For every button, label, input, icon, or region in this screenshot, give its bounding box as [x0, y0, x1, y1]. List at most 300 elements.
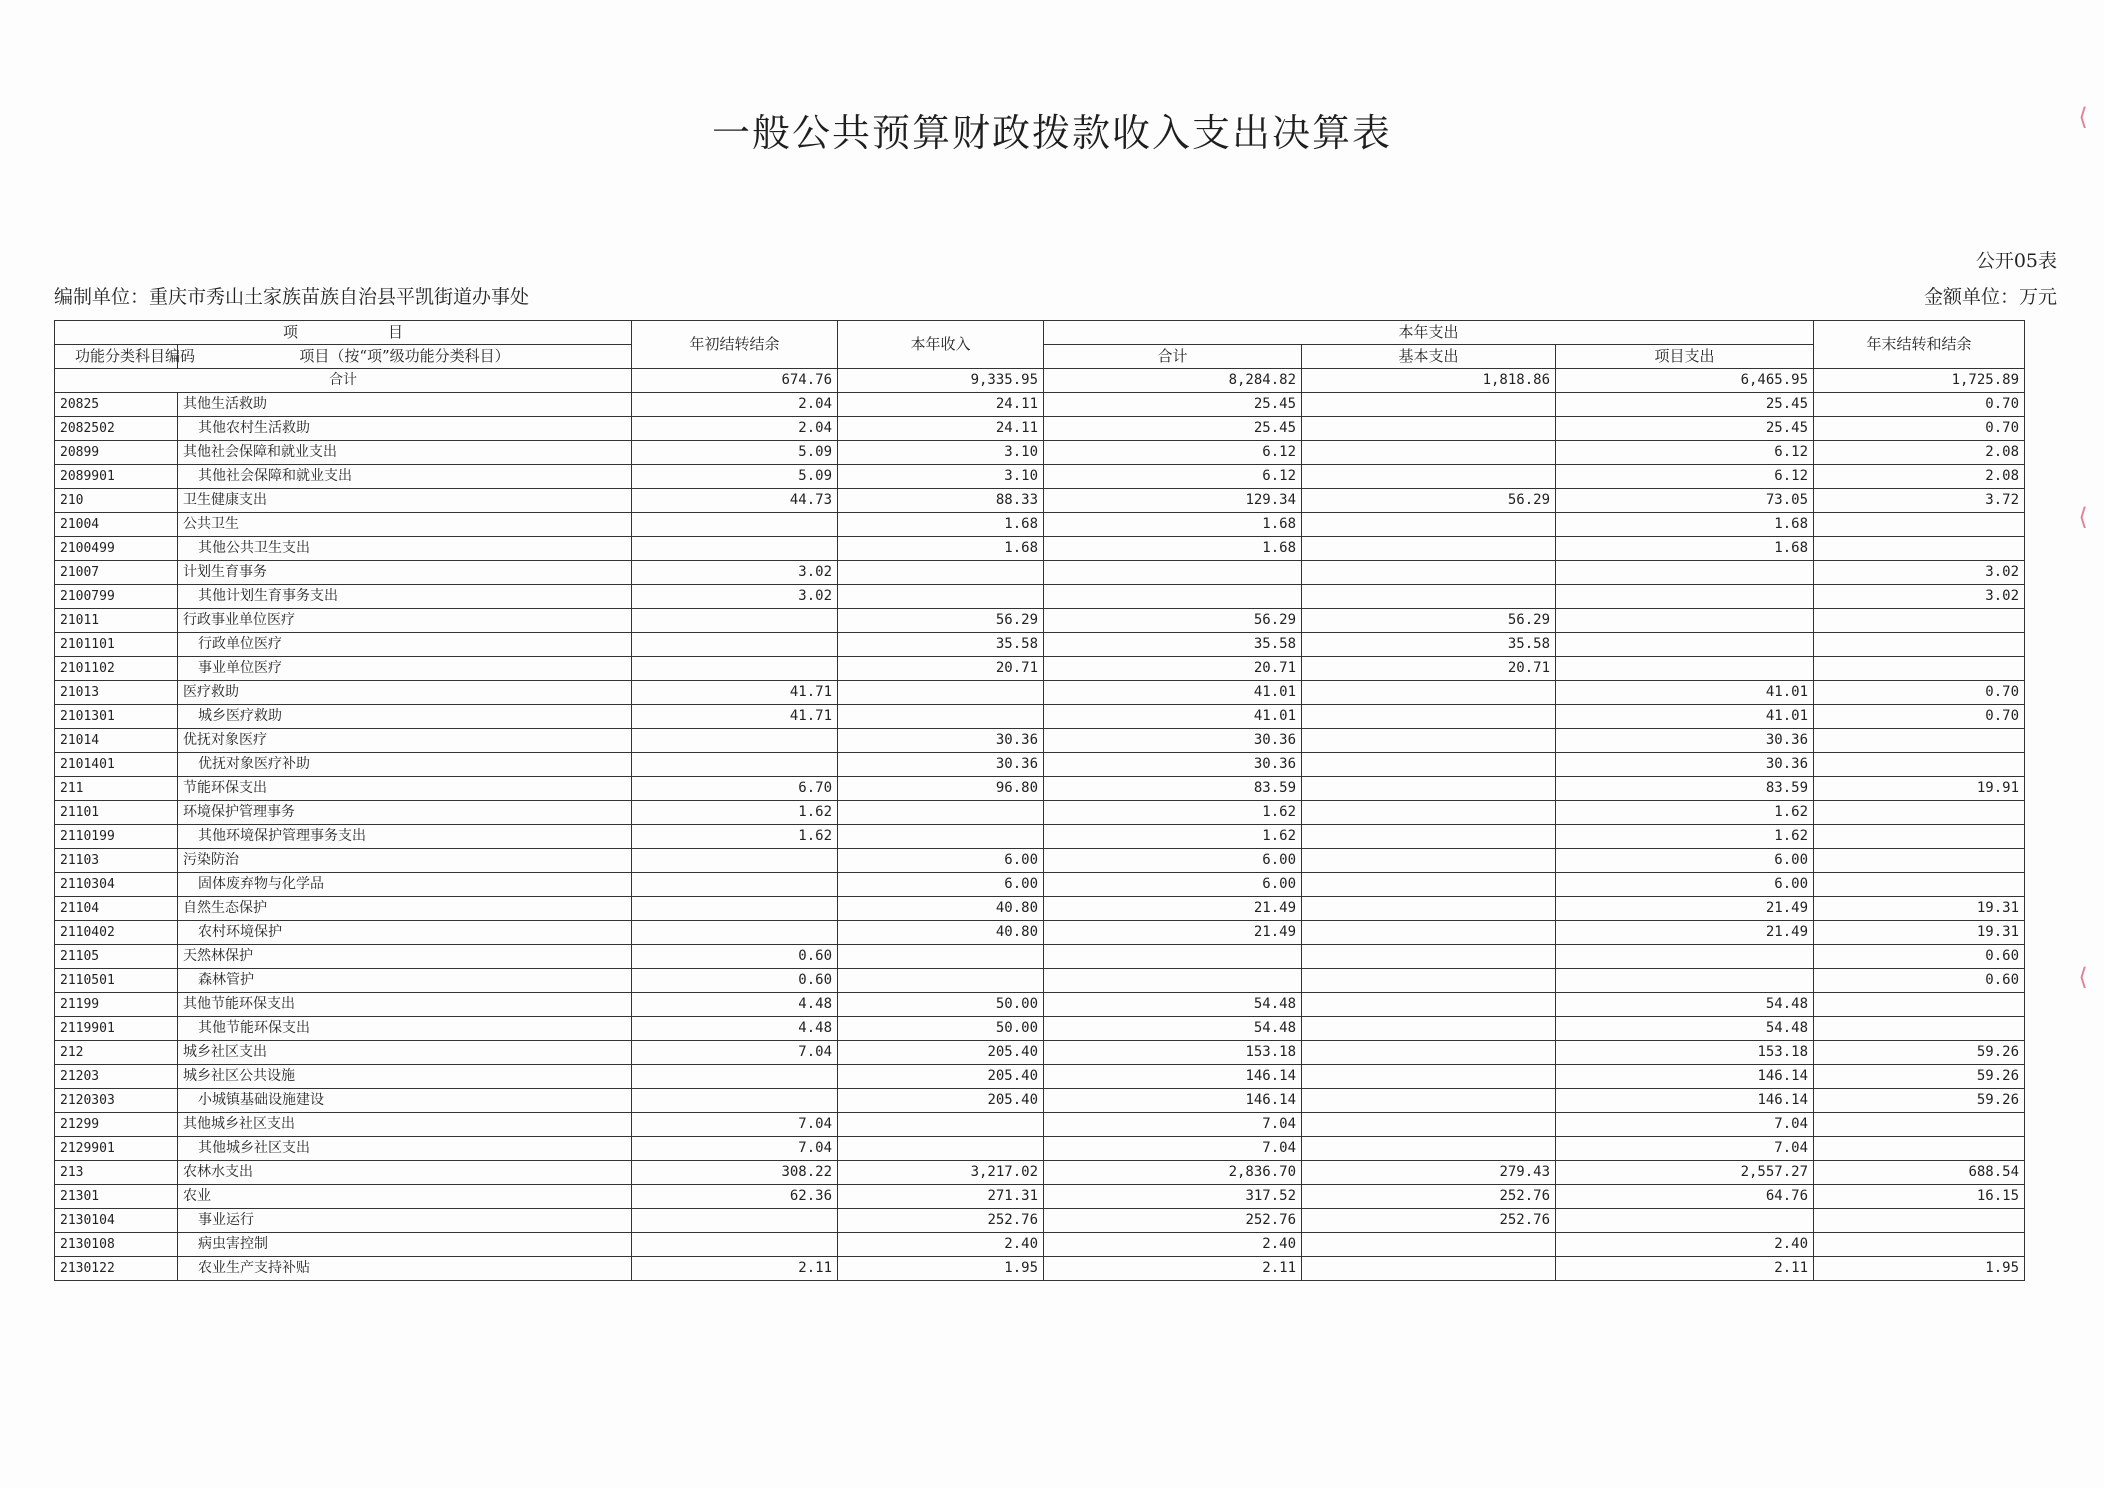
row-project: 83.59 — [1556, 777, 1814, 801]
row-basic — [1302, 729, 1556, 753]
row-code: 2101401 — [55, 753, 178, 777]
row-income — [838, 945, 1044, 969]
row-closing: 3.72 — [1814, 489, 2025, 513]
row-total: 2.40 — [1044, 1233, 1302, 1257]
row-income — [838, 825, 1044, 849]
row-closing — [1814, 825, 2025, 849]
row-name: 其他计划生育事务支出 — [178, 585, 632, 609]
row-basic: 252.76 — [1302, 1209, 1556, 1233]
row-project: 153.18 — [1556, 1041, 1814, 1065]
row-income — [838, 1137, 1044, 1161]
header-row-1 — [55, 321, 2025, 345]
row-code: 2130108 — [55, 1233, 178, 1257]
row-closing: 0.70 — [1814, 393, 2025, 417]
table-row — [55, 1161, 2025, 1185]
table-row — [55, 417, 2025, 441]
row-income: 24.11 — [838, 393, 1044, 417]
row-basic — [1302, 585, 1556, 609]
row-code: 2119901 — [55, 1017, 178, 1041]
header-item: 项 目 — [55, 321, 632, 345]
row-project — [1556, 1209, 1814, 1233]
row-closing — [1814, 1017, 2025, 1041]
table-body — [55, 369, 2025, 1281]
row-closing: 3.02 — [1814, 561, 2025, 585]
row-closing: 2.08 — [1814, 465, 2025, 489]
row-opening: 1.62 — [632, 801, 838, 825]
row-closing: 0.60 — [1814, 945, 2025, 969]
row-name: 优抚对象医疗 — [178, 729, 632, 753]
row-total: 317.52 — [1044, 1185, 1302, 1209]
row-code: 2110304 — [55, 873, 178, 897]
row-code: 210 — [55, 489, 178, 513]
row-project — [1556, 561, 1814, 585]
row-opening: 5.09 — [632, 465, 838, 489]
row-income: 205.40 — [838, 1041, 1044, 1065]
table-row — [55, 633, 2025, 657]
row-basic — [1302, 945, 1556, 969]
row-project: 146.14 — [1556, 1065, 1814, 1089]
row-income: 40.80 — [838, 921, 1044, 945]
row-total: 1.68 — [1044, 537, 1302, 561]
row-code: 21013 — [55, 681, 178, 705]
row-opening — [632, 1233, 838, 1257]
form-number: 公开05表 — [1975, 250, 2057, 272]
row-total: 41.01 — [1044, 681, 1302, 705]
table-row — [55, 681, 2025, 705]
row-project: 25.45 — [1556, 393, 1814, 417]
row-code: 21004 — [55, 513, 178, 537]
row-opening — [632, 633, 838, 657]
row-closing — [1814, 849, 2025, 873]
row-total: 20.71 — [1044, 657, 1302, 681]
row-name: 自然生态保护 — [178, 897, 632, 921]
row-project: 30.36 — [1556, 753, 1814, 777]
table-row — [55, 801, 2025, 825]
row-basic — [1302, 1233, 1556, 1257]
row-total: 146.14 — [1044, 1089, 1302, 1113]
row-total: 1.68 — [1044, 513, 1302, 537]
row-code: 2100499 — [55, 537, 178, 561]
table-row — [55, 441, 2025, 465]
row-code: 2120303 — [55, 1089, 178, 1113]
row-name: 环境保护管理事务 — [178, 801, 632, 825]
row-income: 2.40 — [838, 1233, 1044, 1257]
row-code: 2101101 — [55, 633, 178, 657]
row-closing: 19.31 — [1814, 897, 2025, 921]
row-name: 其他公共卫生支出 — [178, 537, 632, 561]
row-name: 行政单位医疗 — [178, 633, 632, 657]
row-total: 25.45 — [1044, 393, 1302, 417]
row-basic — [1302, 1137, 1556, 1161]
row-total: 7.04 — [1044, 1137, 1302, 1161]
row-income: 205.40 — [838, 1065, 1044, 1089]
table-row — [55, 1185, 2025, 1209]
row-closing: 0.70 — [1814, 681, 2025, 705]
row-total: 54.48 — [1044, 1017, 1302, 1041]
total-row — [55, 369, 2025, 393]
row-closing: 0.70 — [1814, 705, 2025, 729]
row-basic — [1302, 417, 1556, 441]
row-name: 森林管护 — [178, 969, 632, 993]
row-closing: 3.02 — [1814, 585, 2025, 609]
row-total: 1.62 — [1044, 825, 1302, 849]
total-basic: 1,818.86 — [1302, 369, 1556, 393]
row-total: 6.12 — [1044, 465, 1302, 489]
row-project: 6.00 — [1556, 873, 1814, 897]
row-total: 25.45 — [1044, 417, 1302, 441]
row-basic — [1302, 753, 1556, 777]
row-opening — [632, 657, 838, 681]
row-basic — [1302, 801, 1556, 825]
row-closing: 688.54 — [1814, 1161, 2025, 1185]
compiler-unit: 编制单位：重庆市秀山土家族苗族自治县平凯街道办事处 — [54, 286, 530, 308]
row-basic — [1302, 681, 1556, 705]
row-code: 21007 — [55, 561, 178, 585]
row-opening — [632, 537, 838, 561]
row-name: 病虫害控制 — [178, 1233, 632, 1257]
row-total: 2,836.70 — [1044, 1161, 1302, 1185]
row-opening — [632, 729, 838, 753]
row-code: 2129901 — [55, 1137, 178, 1161]
page-title: 一般公共预算财政拨款收入支出决算表 — [711, 111, 1392, 155]
row-opening: 4.48 — [632, 1017, 838, 1041]
row-total: 41.01 — [1044, 705, 1302, 729]
header-total: 合计 — [1044, 345, 1302, 369]
table-row — [55, 753, 2025, 777]
table-row — [55, 585, 2025, 609]
seal-edge-mark: ⟨ — [2078, 503, 2088, 531]
row-code: 2100799 — [55, 585, 178, 609]
table-row — [55, 777, 2025, 801]
row-income: 1.68 — [838, 537, 1044, 561]
row-project — [1556, 969, 1814, 993]
row-total: 146.14 — [1044, 1065, 1302, 1089]
row-income: 50.00 — [838, 1017, 1044, 1041]
row-closing — [1814, 993, 2025, 1017]
row-basic — [1302, 1257, 1556, 1281]
row-name: 节能环保支出 — [178, 777, 632, 801]
row-income: 1.68 — [838, 513, 1044, 537]
row-basic — [1302, 921, 1556, 945]
row-project: 1.68 — [1556, 513, 1814, 537]
row-project: 41.01 — [1556, 681, 1814, 705]
row-basic — [1302, 1065, 1556, 1089]
row-code: 21105 — [55, 945, 178, 969]
row-basic — [1302, 777, 1556, 801]
row-basic — [1302, 1041, 1556, 1065]
row-code: 21301 — [55, 1185, 178, 1209]
amount-unit: 金额单位：万元 — [1923, 286, 2057, 308]
row-total: 6.00 — [1044, 849, 1302, 873]
header-code: 功能分类科目编码 — [55, 345, 178, 369]
row-opening: 4.48 — [632, 993, 838, 1017]
row-closing — [1814, 657, 2025, 681]
row-opening: 7.04 — [632, 1137, 838, 1161]
row-name: 农村环境保护 — [178, 921, 632, 945]
row-closing: 19.91 — [1814, 777, 2025, 801]
row-income: 56.29 — [838, 609, 1044, 633]
row-project: 64.76 — [1556, 1185, 1814, 1209]
row-income: 50.00 — [838, 993, 1044, 1017]
row-opening — [632, 609, 838, 633]
row-total: 7.04 — [1044, 1113, 1302, 1137]
row-name: 农林水支出 — [178, 1161, 632, 1185]
row-total: 252.76 — [1044, 1209, 1302, 1233]
row-name: 城乡社区公共设施 — [178, 1065, 632, 1089]
row-closing — [1814, 1113, 2025, 1137]
row-closing — [1814, 729, 2025, 753]
header-name: 项目（按“项”级功能分类科目） — [178, 345, 632, 369]
row-code: 20899 — [55, 441, 178, 465]
row-opening — [632, 513, 838, 537]
total-expense: 8,284.82 — [1044, 369, 1302, 393]
table-row — [55, 1089, 2025, 1113]
row-name: 其他社会保障和就业支出 — [178, 441, 632, 465]
row-name: 其他节能环保支出 — [178, 1017, 632, 1041]
row-basic — [1302, 465, 1556, 489]
row-project: 54.48 — [1556, 993, 1814, 1017]
row-income — [838, 969, 1044, 993]
header-project: 项目支出 — [1556, 345, 1814, 369]
row-closing — [1814, 873, 2025, 897]
row-basic — [1302, 513, 1556, 537]
row-project: 25.45 — [1556, 417, 1814, 441]
row-name: 其他节能环保支出 — [178, 993, 632, 1017]
row-opening — [632, 1065, 838, 1089]
row-opening: 2.04 — [632, 393, 838, 417]
row-income: 6.00 — [838, 873, 1044, 897]
row-closing — [1814, 753, 2025, 777]
row-name: 事业单位医疗 — [178, 657, 632, 681]
table-row — [55, 1233, 2025, 1257]
row-project: 73.05 — [1556, 489, 1814, 513]
row-project: 6.00 — [1556, 849, 1814, 873]
row-project: 30.36 — [1556, 729, 1814, 753]
row-code: 2101301 — [55, 705, 178, 729]
row-total — [1044, 969, 1302, 993]
row-opening: 3.02 — [632, 585, 838, 609]
row-closing — [1814, 1233, 2025, 1257]
row-code: 2089901 — [55, 465, 178, 489]
row-name: 行政事业单位医疗 — [178, 609, 632, 633]
row-total: 35.58 — [1044, 633, 1302, 657]
row-opening: 0.60 — [632, 945, 838, 969]
row-name: 其他环境保护管理事务支出 — [178, 825, 632, 849]
row-project — [1556, 633, 1814, 657]
row-opening: 41.71 — [632, 681, 838, 705]
row-name: 医疗救助 — [178, 681, 632, 705]
table-row — [55, 873, 2025, 897]
row-total: 21.49 — [1044, 897, 1302, 921]
row-code: 211 — [55, 777, 178, 801]
header-basic: 基本支出 — [1302, 345, 1556, 369]
row-total: 6.00 — [1044, 873, 1302, 897]
row-total: 129.34 — [1044, 489, 1302, 513]
row-closing: 19.31 — [1814, 921, 2025, 945]
row-opening: 308.22 — [632, 1161, 838, 1185]
row-code: 21014 — [55, 729, 178, 753]
row-income — [838, 561, 1044, 585]
row-basic: 56.29 — [1302, 489, 1556, 513]
row-code: 2130122 — [55, 1257, 178, 1281]
table-row — [55, 825, 2025, 849]
table-row — [55, 1041, 2025, 1065]
row-name: 公共卫生 — [178, 513, 632, 537]
row-income — [838, 585, 1044, 609]
row-total: 6.12 — [1044, 441, 1302, 465]
row-closing: 16.15 — [1814, 1185, 2025, 1209]
row-opening — [632, 849, 838, 873]
table-row — [55, 945, 2025, 969]
header-expense-group: 本年支出 — [1044, 321, 1814, 345]
row-closing — [1814, 537, 2025, 561]
row-code: 21199 — [55, 993, 178, 1017]
row-closing — [1814, 609, 2025, 633]
row-name: 城乡社区支出 — [178, 1041, 632, 1065]
row-basic: 252.76 — [1302, 1185, 1556, 1209]
row-income: 6.00 — [838, 849, 1044, 873]
header-opening: 年初结转结余 — [632, 321, 838, 369]
row-total: 21.49 — [1044, 921, 1302, 945]
row-project: 2.11 — [1556, 1257, 1814, 1281]
row-name: 小城镇基础设施建设 — [178, 1089, 632, 1113]
table-row — [55, 1113, 2025, 1137]
row-total: 83.59 — [1044, 777, 1302, 801]
row-income: 20.71 — [838, 657, 1044, 681]
row-basic: 56.29 — [1302, 609, 1556, 633]
row-total: 54.48 — [1044, 993, 1302, 1017]
row-opening — [632, 921, 838, 945]
row-basic — [1302, 441, 1556, 465]
row-project — [1556, 657, 1814, 681]
total-label: 合计 — [55, 369, 632, 393]
row-total: 153.18 — [1044, 1041, 1302, 1065]
total-closing: 1,725.89 — [1814, 369, 2025, 393]
row-project: 6.12 — [1556, 465, 1814, 489]
row-income: 205.40 — [838, 1089, 1044, 1113]
row-code: 21203 — [55, 1065, 178, 1089]
table-row — [55, 729, 2025, 753]
table-row — [55, 849, 2025, 873]
row-income — [838, 1113, 1044, 1137]
row-basic — [1302, 873, 1556, 897]
row-code: 213 — [55, 1161, 178, 1185]
row-project: 1.62 — [1556, 801, 1814, 825]
row-code: 2110402 — [55, 921, 178, 945]
row-income: 24.11 — [838, 417, 1044, 441]
row-opening: 62.36 — [632, 1185, 838, 1209]
row-project: 21.49 — [1556, 921, 1814, 945]
row-basic — [1302, 705, 1556, 729]
row-name: 其他社会保障和就业支出 — [178, 465, 632, 489]
row-total: 2.11 — [1044, 1257, 1302, 1281]
row-opening — [632, 1089, 838, 1113]
row-opening — [632, 897, 838, 921]
row-project: 54.48 — [1556, 1017, 1814, 1041]
row-code: 2110199 — [55, 825, 178, 849]
row-project: 2.40 — [1556, 1233, 1814, 1257]
row-code: 21104 — [55, 897, 178, 921]
row-income: 40.80 — [838, 897, 1044, 921]
row-basic — [1302, 537, 1556, 561]
total-income: 9,335.95 — [838, 369, 1044, 393]
row-basic — [1302, 849, 1556, 873]
row-basic — [1302, 1089, 1556, 1113]
row-closing — [1814, 1209, 2025, 1233]
row-project: 6.12 — [1556, 441, 1814, 465]
row-project — [1556, 945, 1814, 969]
row-project: 1.68 — [1556, 537, 1814, 561]
row-code: 21299 — [55, 1113, 178, 1137]
table-row — [55, 393, 2025, 417]
table-row — [55, 1257, 2025, 1281]
row-opening — [632, 873, 838, 897]
row-project: 7.04 — [1556, 1113, 1814, 1137]
row-opening: 6.70 — [632, 777, 838, 801]
row-basic — [1302, 393, 1556, 417]
table-row — [55, 465, 2025, 489]
row-name: 其他农村生活救助 — [178, 417, 632, 441]
row-total — [1044, 561, 1302, 585]
row-opening: 44.73 — [632, 489, 838, 513]
row-closing — [1814, 633, 2025, 657]
row-basic — [1302, 1113, 1556, 1137]
table-row — [55, 1017, 2025, 1041]
row-income: 1.95 — [838, 1257, 1044, 1281]
table-row — [55, 657, 2025, 681]
row-name: 农业 — [178, 1185, 632, 1209]
row-income: 252.76 — [838, 1209, 1044, 1233]
row-closing: 1.95 — [1814, 1257, 2025, 1281]
row-closing: 59.26 — [1814, 1041, 2025, 1065]
row-opening: 41.71 — [632, 705, 838, 729]
row-opening: 0.60 — [632, 969, 838, 993]
row-income: 30.36 — [838, 729, 1044, 753]
table-row — [55, 1065, 2025, 1089]
row-income: 88.33 — [838, 489, 1044, 513]
row-income: 3.10 — [838, 441, 1044, 465]
row-project: 146.14 — [1556, 1089, 1814, 1113]
row-name: 卫生健康支出 — [178, 489, 632, 513]
row-code: 2110501 — [55, 969, 178, 993]
header-income: 本年收入 — [838, 321, 1044, 369]
row-code: 20825 — [55, 393, 178, 417]
row-name: 天然林保护 — [178, 945, 632, 969]
row-project — [1556, 609, 1814, 633]
table-row — [55, 921, 2025, 945]
row-project: 7.04 — [1556, 1137, 1814, 1161]
row-income: 96.80 — [838, 777, 1044, 801]
row-total — [1044, 585, 1302, 609]
seal-edge-mark: ⟨ — [2078, 103, 2088, 131]
row-basic — [1302, 969, 1556, 993]
row-basic — [1302, 993, 1556, 1017]
row-closing — [1814, 513, 2025, 537]
row-closing: 59.26 — [1814, 1089, 2025, 1113]
row-opening: 5.09 — [632, 441, 838, 465]
table-row — [55, 705, 2025, 729]
row-project: 2,557.27 — [1556, 1161, 1814, 1185]
row-total: 1.62 — [1044, 801, 1302, 825]
table-row — [55, 609, 2025, 633]
row-code: 2082502 — [55, 417, 178, 441]
row-income — [838, 681, 1044, 705]
row-opening — [632, 1209, 838, 1233]
table-row — [55, 513, 2025, 537]
table-row — [55, 537, 2025, 561]
row-basic: 20.71 — [1302, 657, 1556, 681]
row-income — [838, 705, 1044, 729]
